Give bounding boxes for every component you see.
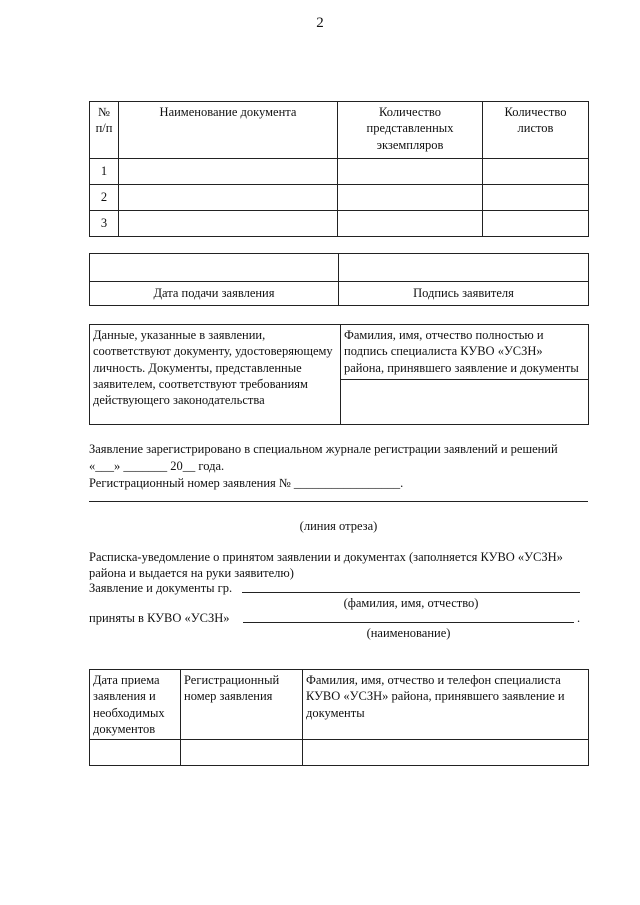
registration-line-1: Заявление зарегистрировано в специальном журнале регистрации заявлений и решений (89, 442, 558, 456)
receipt-specialist-field[interactable] (303, 740, 589, 766)
receipt-reg-number-field[interactable] (181, 740, 303, 766)
row-number: 1 (90, 159, 119, 185)
receipt-reg-number-header: Регистрационный номер заявления (181, 670, 303, 740)
header-sheets-count: Количество листов (483, 102, 589, 159)
header-number: № п/п (90, 102, 119, 159)
registration-number-line: Регистрационный номер заявления № _________________. (89, 476, 404, 490)
table-row (90, 159, 589, 185)
specialist-name-label: Фамилия, имя, отчество полностью и подпись специалиста КУВО «УСЗН» района, принявшего заявление и документы (341, 325, 589, 380)
cut-line-label: (линия отреза) (299, 519, 378, 533)
applicant-name-label: Заявление и документы гр. (89, 581, 233, 595)
verification-table (89, 324, 589, 425)
cut-line (89, 501, 588, 502)
receipt-title-line-2: района и выдается на руки заявителю) (89, 566, 294, 580)
submission-date-field[interactable] (90, 254, 339, 282)
documents-table (89, 101, 589, 237)
table-row (90, 211, 589, 237)
table-row (90, 185, 589, 211)
sheets-cell[interactable] (483, 185, 589, 211)
receipt-date-field[interactable] (90, 740, 181, 766)
receipt-specialist-header: Фамилия, имя, отчество и телефон специалиста КУВО «УСЗН» района, принявшего заявление и документы (303, 670, 589, 740)
copies-cell[interactable] (338, 159, 483, 185)
sheets-cell[interactable] (483, 211, 589, 237)
row-number: 3 (90, 211, 119, 237)
applicant-name-caption: (фамилия, имя, отчество) (343, 596, 479, 610)
sheets-cell[interactable] (483, 159, 589, 185)
row-number: 2 (90, 185, 119, 211)
receipt-title-line-1: Расписка-уведомление о принятом заявлении и документах (заполняется КУВО «УСЗН» (89, 550, 563, 564)
applicant-signature-label: Подпись заявителя (339, 282, 589, 306)
page-number: 2 (316, 15, 324, 31)
copies-cell[interactable] (338, 211, 483, 237)
specialist-signature-field[interactable] (341, 380, 589, 425)
verification-statement: Данные, указанные в заявлении, соответствуют документу, удостоверяющему личность. Документы, представленные заявителем, соответствуют требованиям действующего законодательства (90, 325, 341, 425)
accepted-suffix: . (577, 611, 581, 625)
accepted-by-label: приняты в КУВО «УСЗН» (89, 611, 230, 625)
organization-name-input[interactable] (243, 622, 574, 623)
organization-name-caption: (наименование) (366, 626, 451, 640)
copies-cell[interactable] (338, 185, 483, 211)
document-name-cell[interactable] (119, 185, 338, 211)
documents-table-header (90, 102, 589, 159)
signature-table (89, 253, 589, 306)
applicant-signature-field[interactable] (339, 254, 589, 282)
applicant-name-input[interactable] (242, 592, 580, 593)
submission-date-label: Дата подачи заявления (90, 282, 339, 306)
receipt-table (89, 669, 589, 766)
document-name-cell[interactable] (119, 211, 338, 237)
receipt-date-header: Дата приема заявления и необходимых документов (90, 670, 181, 740)
document-name-cell[interactable] (119, 159, 338, 185)
header-document-name: Наименование документа (119, 102, 338, 159)
registration-date-line: «___» _______ 20__ года. (89, 459, 225, 473)
header-copies-count: Количество представленных экземпляров (338, 102, 483, 159)
